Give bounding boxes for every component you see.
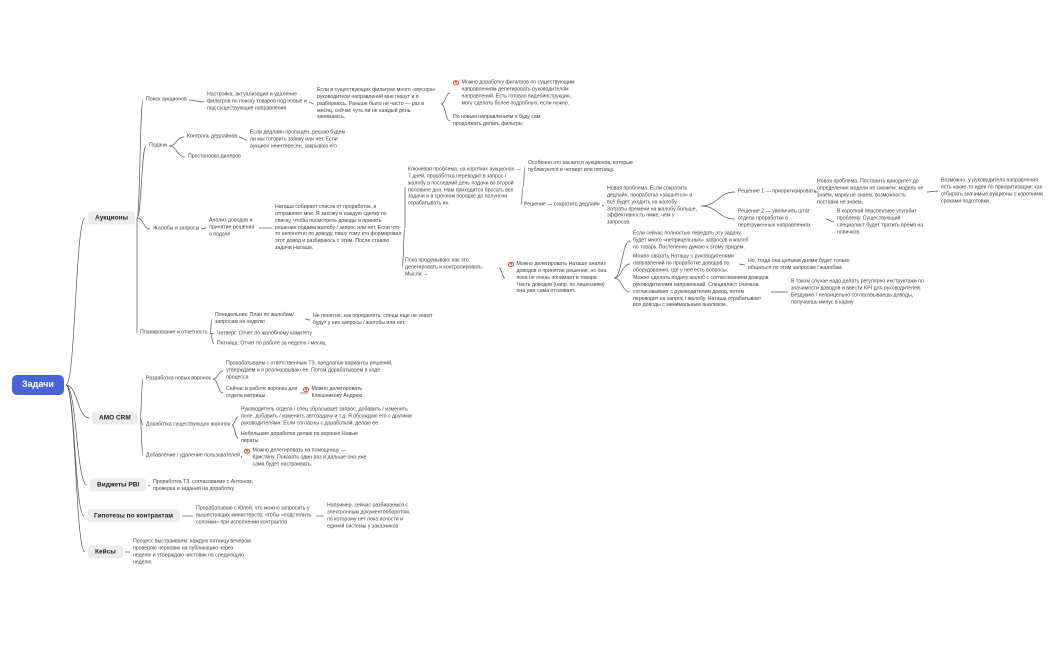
mindmap-topic-cases[interactable]: Кейсы (88, 545, 123, 558)
mindmap-topic-sol1-idea[interactable]: Возможно, у руководителя направления есть какие-то идеи по приоритизации: как отбирать значимые аукционы с короткими сроками подготовки. (941, 177, 1043, 204)
mindmap-topic-poisk-delegate[interactable] (453, 79, 579, 106)
mindmap-topic-poisk-desc[interactable]: Настройка, актуализация и удаление фильтров по поиску товаров под новые и под существующие направления (207, 91, 307, 112)
topic-text: Можно делегировать Наташе анализ доводов и принятие решения, но она пока не очень понимает в товаре. Часть доводов (напр. по лицензиям) она уже сама отсеивает. (516, 260, 607, 295)
mindmap-topic-sol1-prob[interactable]: Новая проблема. Поставить приоритет до определения модели не сможем: модель не знаем, марку не знаем, возможность поставки не знаем. (817, 178, 924, 205)
mindmap-topic-poisk-problem[interactable]: Если в существующих фильтрах много «мусора» руководители направлений мне пишут и я разбираюсь. Раньше было не часто — раз в месяц, сейчас чуть ли не каждый день занимаюсь. (317, 86, 436, 121)
mindmap-topic-matrix-funnel[interactable]: Сейчас в работе воронка для отдела матрицы (226, 386, 298, 399)
mindmap-topic-sol1[interactable]: Решение 1 — приоритизировать (738, 188, 817, 195)
mindmap-topic-poisk[interactable]: Поиск аукционов (146, 96, 187, 103)
mindmap-topic-deadlines-desc[interactable]: Если дедлайн пропущен, решаю будем ли мы готовить заявку или нет. Если аукцион неинтересен, закрываю его (250, 129, 346, 150)
mindmap-topic-aukciony[interactable]: Аукционы (88, 211, 135, 224)
mindmap-topic-friday-report[interactable]: Пятница: Отчет по работе за неделю / месяц (217, 340, 326, 347)
mindmap-topic-but-alldays[interactable]: Но, тогда она целыми днями будет только общаться по этим запросам / жалобам. (748, 258, 850, 271)
mindmap-topic-approve-flow[interactable]: Можно сделать подачу жалоб с согласованием доводов руководителями направлений. Специалист сначала согласовывает с руководителем довод, потом переводит на запрос / жалобу. Наташа отрабатывает все доводы с минимальным анализом. (633, 274, 769, 309)
mindmap-topic-delegate-natasha[interactable] (508, 261, 612, 295)
mindmap-topic-zhaloby[interactable]: Жалобы и запросы (153, 225, 200, 232)
mindmap-topic-risk-full[interactable]: Если сейчас полностью передать эту задачу, будет много «неприцельных» запросов и жалоб по товару. Постепенно думаю к этому придем. (633, 230, 749, 251)
mindmap-topic-amocrm[interactable]: AMO CRM (92, 411, 138, 424)
mindmap-topic-hypotheses[interactable]: Гипотезы по контрактам (87, 509, 180, 522)
mindmap-topic-pbi-desc[interactable]: Проработка ТЗ, согласование с Антоном, проверка и задания на доработку (153, 479, 253, 492)
mindmap-topic-kpi[interactable]: В таком случае надо делать регулярно инструктажи по значимости доводов и ввести KPI для руководителей. Бездумно / неприцельно согласовываешь доводы, получаешь минус в карму (791, 278, 924, 305)
delegation-marker-icon (303, 387, 309, 393)
mindmap-topic-thursday[interactable]: Особенно это касается аукционов, которые публикуются в четверг или пятницу. (528, 160, 633, 173)
mindmap-topic-newprob-deadline[interactable]: Новая проблема. Если сократить дедлайн, проработка «зашьется» и всё будет уходить на жалобу. Затраты времени на жалобу больше, эффективность ниже, чем у запросов. (607, 185, 698, 226)
mindmap-topic-connect-heads[interactable]: Можно связать Наташу с руководителями направлений по проработке доводов по оборудованию, где у нее есть вопросы. (633, 253, 734, 274)
mindmap-topic-editfunnels[interactable]: Доработка существующих воронок (146, 421, 231, 428)
mindmap-topic-podachi[interactable]: Подачи (149, 142, 167, 149)
mindmap-topic-dealers[interactable]: Простановка дилеров (188, 153, 241, 160)
topic-text: Можно доработку фильтров по существующим направлениям делегировать руководителям направлений. Есть готовая видеоинструкция, могу сделать более подробную, если нужно. (461, 79, 575, 106)
mindmap-topic-editfunnels-desc[interactable]: Руководитель отдела / спец сбрасывает запрос: добавить / изменить поле, добавить / изменить автозадачу и т.д. Я обсуждаю его с другими руководителями. Если согласны с доработкой, делаю ее. (241, 406, 412, 427)
mindmap-topic-delegate-klyush[interactable] (303, 386, 365, 400)
mindmap-topic-sol-deadline[interactable]: Решение — сократить дедлайн (524, 201, 600, 208)
mindmap-topic-delegate-kristina[interactable] (244, 448, 370, 469)
mindmap-topic-planning[interactable]: Планирование и отчетность (140, 329, 208, 336)
mindmap-topic-small-edits[interactable]: Небольшие доработки делаю по воронке Новые пираты (241, 431, 358, 444)
mindmap-topic-problem-short[interactable]: Ключевая проблема: на коротких аукционах — 7 дней, проработка переводит в запрос / жалобу в последний день подачи во второй половине дня. Нам приходится бросать все задачи и в срочном порядке до полуночи отрабатывать их. (408, 166, 521, 207)
mindmap-topic-root[interactable]: Задачи (12, 375, 64, 395)
mindmap-topic-hypo-desc[interactable]: Прорабатываю с Юлей, что можно запросить у вышестоящих министерств, чтобы «подстелить соломки» при исполнении контрактов (196, 505, 312, 526)
mindmap-topic-deadlines[interactable]: Контроль дедлайнов (187, 133, 238, 140)
topic-text: Можно делегировать Клюшникову Андрею (311, 386, 363, 399)
mindmap-topic-pbi[interactable]: Виджеты PBI (90, 478, 146, 491)
mindmap-topic-poisk-new[interactable]: По новым направлениям я буду сам продолжать делать фильтры (453, 114, 541, 127)
mindmap-topic-newfunnels-desc[interactable]: Прорабатываем с ответственным ТЗ, предлагаю варианты решений, утверждаем и я реализовываю ее. Потом дорабатываем в ходе процесса (226, 360, 393, 381)
delegation-marker-icon (244, 448, 250, 454)
mindmap-topic-newfunnels[interactable]: Разработка новых воронок (146, 375, 211, 382)
mindmap-topic-natasha[interactable]: Наташа собирает список от проработок, и отправляет мне. Я захожу в каждую сделку по списку, чтобы посмотреть доводы и принять решение подаем жалобу / запрос или нет. Если что-то непонятно по доводу, пишу тому кто формировал этот довод и разбираюсь с этим. После ставлю задачи Наташе. (275, 203, 402, 252)
mindmap-topic-zhaloby-desc[interactable]: Анализ доводов и принятие решения о подаче (209, 217, 255, 238)
mindmap-topic-users[interactable]: Добавление / удаление пользователей (146, 452, 240, 459)
mindmap-topic-thursday-report[interactable]: Четверг: Отчет по жалобному комитету (217, 330, 313, 337)
topic-text: Можно делегировать на помощницу — Кристину. Показать один раз и дальше она уже сама будет настраивать. (252, 447, 367, 468)
mindmap-topic-sol2-prob[interactable]: В короткой перспективе усугубит проблему. Существующий специалист будет тратить время на новичков. (837, 208, 924, 235)
mindmap-topic-think-delegate[interactable]: Пока продумываю: как это делегировать и контролировать. Мысли → (405, 257, 484, 278)
mindmap-topic-hypo-example[interactable]: Например, сейчас разбираемся с электронным документооборотом, по которому нет пока ясности и единой системы у заказчиков (327, 502, 411, 529)
mindmap-topic-sol2[interactable]: Решение 2 — увеличить штат отдела проработки в перегруженных направлениях (738, 208, 811, 229)
mindmap-topic-monday[interactable]: Понедельник: План по жалобам/ запросам на неделю (215, 312, 294, 325)
delegation-marker-icon (453, 80, 459, 86)
mindmap-topic-cases-desc[interactable]: Процесс выстраиваем: каждую пятницу вечером проверяю черновик на публикацию через неделю и утверждаю чистовик на следующую неделю. (133, 538, 251, 565)
delegation-marker-icon (508, 261, 514, 267)
mindmap-topic-monday-note[interactable]: Не понятно: как определять: спецы еще не знают будут у них запросы / жалобы или нет. (313, 313, 433, 326)
